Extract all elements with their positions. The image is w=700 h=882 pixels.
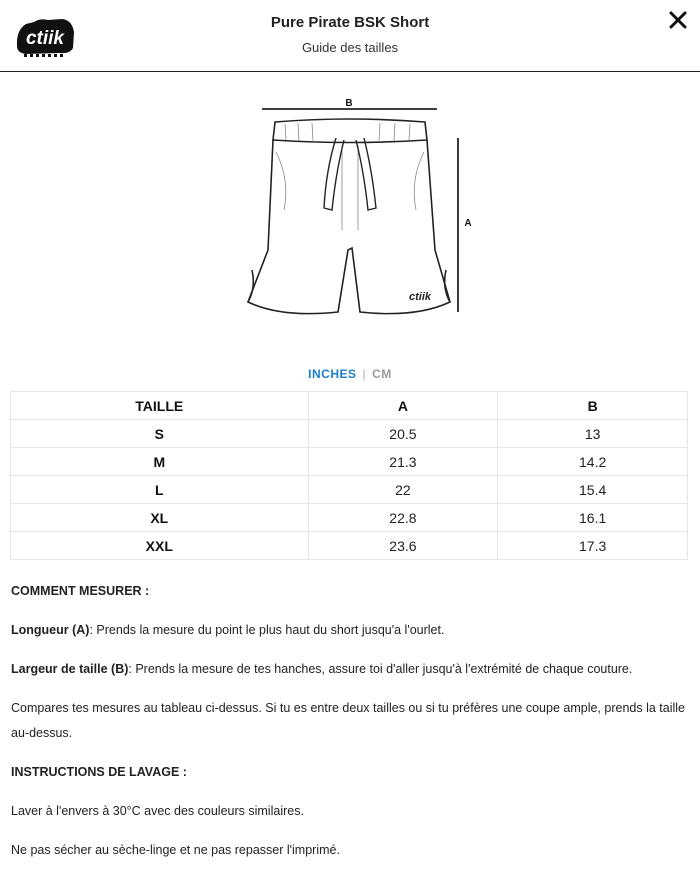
b-cell: 14.2 xyxy=(498,448,688,476)
table-row xyxy=(11,532,688,560)
modal-header xyxy=(0,0,700,72)
size-cell: S xyxy=(11,420,309,448)
a-cell: 22 xyxy=(308,476,498,504)
size-cell: XXL xyxy=(11,532,309,560)
unit-toggle xyxy=(0,367,700,381)
column-header-b: B xyxy=(498,392,688,420)
wash-heading: INSTRUCTIONS DE LAVAGE : xyxy=(11,765,187,779)
size-cell: M xyxy=(11,448,309,476)
size-cell: XL xyxy=(11,504,309,532)
modal-subtitle: Guide des tailles xyxy=(301,40,399,55)
unit-cm-tab[interactable]: CM xyxy=(372,367,392,381)
table-row xyxy=(11,420,688,448)
length-label: Longueur (A) xyxy=(11,623,90,637)
measure-heading: COMMENT MESURER : xyxy=(11,584,150,598)
a-cell: 23.6 xyxy=(308,532,498,560)
shorts-measurement-diagram xyxy=(230,90,480,330)
width-label: Largeur de taille (B) xyxy=(11,662,129,676)
table-row xyxy=(11,448,688,476)
table-header-row xyxy=(11,392,688,420)
unit-inches-tab[interactable]: INCHES xyxy=(308,367,357,381)
wash-instruction-1: Laver à l'envers à 30°C avec des couleurs similaires. xyxy=(11,804,304,818)
length-instruction xyxy=(11,618,691,643)
b-cell: 16.1 xyxy=(498,504,688,532)
b-cell: 13 xyxy=(498,420,688,448)
b-cell: 15.4 xyxy=(498,476,688,504)
column-header-size: TAILLE xyxy=(11,392,309,420)
dimension-b-label: B xyxy=(345,98,353,109)
shorts-outline xyxy=(248,119,450,314)
width-instruction xyxy=(11,657,691,682)
size-cell: L xyxy=(11,476,309,504)
wash-instruction-2: Ne pas sécher au sèche-linge et ne pas repasser l'imprimé. xyxy=(11,843,340,857)
compare-instruction: Compares tes mesures au tableau ci-dessus. Si tu es entre deux tailles ou si tu préfères une coupe ample, prends la taille au-dessus. xyxy=(11,701,685,740)
width-text: : Prends la mesure de tes hanches, assure toi d'aller jusqu'à l'extrémité de chaque couture. xyxy=(128,662,633,676)
table-row xyxy=(11,476,688,504)
table-row xyxy=(11,504,688,532)
length-text: : Prends la mesure du point le plus haut du short jusqu'a l'ourlet. xyxy=(89,623,445,637)
logo-text: ctiik xyxy=(25,28,65,49)
b-cell: 17.3 xyxy=(498,532,688,560)
shorts-print-logo: ctiik xyxy=(408,291,432,303)
close-icon[interactable] xyxy=(666,8,690,32)
instructions-section xyxy=(11,579,691,863)
product-title: Pure Pirate BSK Short xyxy=(270,14,430,31)
size-table xyxy=(10,391,688,560)
a-cell: 21.3 xyxy=(308,448,498,476)
unit-separator: | xyxy=(362,367,367,381)
a-cell: 22.8 xyxy=(308,504,498,532)
a-cell: 20.5 xyxy=(308,420,498,448)
column-header-a: A xyxy=(308,392,498,420)
dimension-a-label: A xyxy=(464,218,472,229)
